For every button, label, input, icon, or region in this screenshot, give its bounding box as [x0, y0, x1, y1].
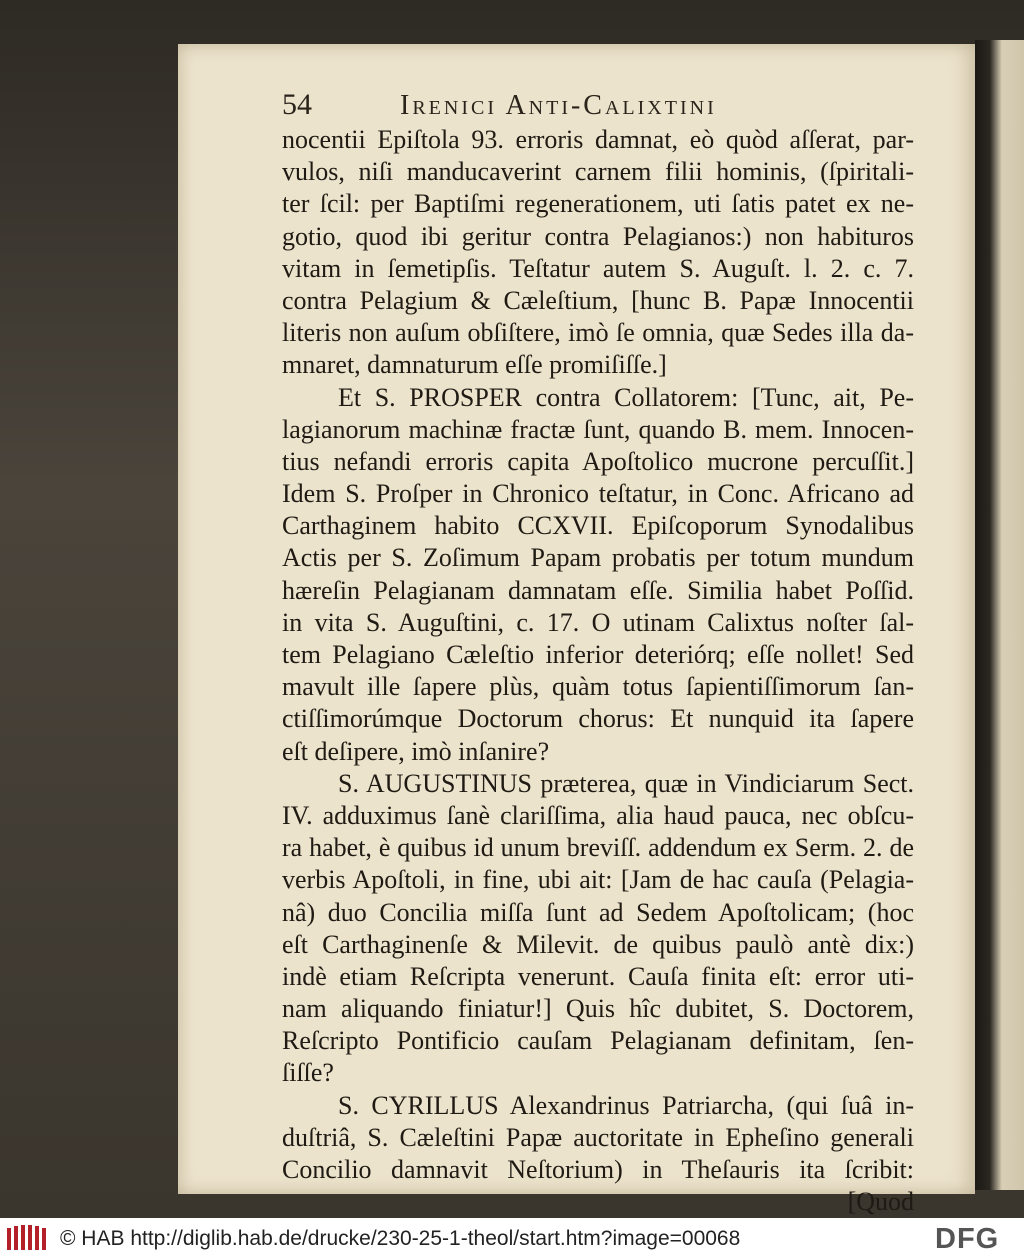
text-line: [Quod	[847, 1187, 914, 1217]
text-line: Actis per S. Zoſimum Papam probatis per totum mundum	[282, 543, 914, 573]
text-line: hæreſin Pelagianam damnatam eſſe. Similia habet Poſſid.	[282, 575, 914, 605]
text-line: nâ) duo Concilia miſſa ſunt ad Sedem Apoſtolicam; (hoc	[282, 897, 914, 927]
text-line: tius nefandi erroris capita Apoſtolico mucrone percuſſit.]	[282, 446, 914, 476]
footer-copyright-link[interactable]: © HAB http://diglib.hab.de/drucke/230-25-1-theol/start.htm?image=00068	[60, 1227, 741, 1250]
text-line: ſiſſe?	[282, 1058, 334, 1088]
text-line: nam aliquando finiatur!] Quis hîc dubitet, S. Doctorem,	[282, 994, 914, 1024]
text-line: verbis Apoſtoli, in fine, ubi ait: [Jam de hac cauſa (Pelagia-	[282, 865, 914, 895]
text-line: literis non auſum obſiſtere, imò ſe omnia, quæ Sedes illa da-	[282, 318, 914, 348]
text-line: Reſcripto Pontificio cauſam Pelagianam definitam, ſen-	[282, 1026, 914, 1056]
text-line: Carthaginem habito CCXVII. Epiſcoporum Synodalibus	[282, 511, 914, 541]
text-line: mavult ille ſapere plùs, quàm totus ſapientiſſimorum ſan-	[282, 672, 914, 702]
text-line: contra Pelagium & Cæleſtium, [hunc B. Papæ Innocentii	[282, 285, 914, 315]
text-line: mnaret, damnaturum eſſe promiſiſſe.]	[282, 350, 667, 380]
dfg-logo: DFG	[935, 1223, 1000, 1255]
text-line: ter ſcil: per Baptiſmi regenerationem, uti ſatis patet ex ne-	[282, 189, 914, 219]
footer-bar	[0, 1218, 1024, 1258]
text-line: S. CYRILLUS Alexandrinus Patriarcha, (qui ſuâ in-	[338, 1090, 914, 1120]
text-line: S. AUGUSTINUS præterea, quæ in Vindiciarum Sect.	[338, 768, 914, 798]
page-number: 54	[282, 88, 312, 121]
running-title: Irenici Anti-Calixtini	[400, 90, 717, 121]
text-line: vulos, niſi manducaverint carnem filii hominis, (ſpiritali-	[282, 157, 914, 187]
text-line: eſt Carthaginenſe & Milevit. de quibus paulò antè dix:)	[282, 929, 914, 959]
page-text	[282, 124, 914, 1218]
text-line: nocentii Epiſtola 93. erroris damnat, eò quòd aſſerat, par-	[282, 125, 914, 154]
facing-page-edge	[975, 40, 1024, 1190]
text-line: duſtriâ, S. Cæleſtini Papæ auctoritate in Epheſino generali	[282, 1122, 914, 1152]
text-line: tem Pelagiano Cæleſtio inferior deteriórq; eſſe nollet! Sed	[282, 640, 914, 669]
text-line: gotio, quod ibi geritur contra Pelagianos:) non habituros	[282, 221, 914, 251]
text-line: eſt deſipere, imò inſanire?	[282, 736, 550, 766]
text-line: ra habet, è quibus id unum breviſſ. addendum ex Serm. 2. de	[282, 833, 914, 863]
hab-logo-icon	[6, 1224, 48, 1252]
text-line: in vita S. Auguſtini, c. 17. O utinam Calixtus noſter ſal-	[282, 607, 914, 637]
text-line: Concilio damnavit Neſtorium) in Theſauris ita ſcribit:	[282, 1155, 914, 1184]
text-line: IV. adduximus ſanè clariſſima, alia haud pauca, nec obſcu-	[282, 800, 914, 830]
text-line: Idem S. Proſper in Chronico teſtatur, in Conc. Africano ad	[282, 479, 914, 509]
text-line: indè etiam Reſcripta venerunt. Cauſa finita eſt: error uti-	[282, 961, 914, 991]
text-line: Et S. PROSPER contra Collatorem: [Tunc, ait, Pe-	[338, 382, 914, 412]
text-line: ctiſſimorúmque Doctorum chorus: Et nunquid ita ſapere	[282, 704, 914, 734]
text-line: vitam in ſemetipſis. Teſtatur autem S. Auguſt. l. 2. c. 7.	[282, 253, 914, 283]
book-page	[178, 44, 975, 1217]
text-line: lagianorum machinæ fractæ ſunt, quando B. mem. Innocen-	[282, 414, 914, 444]
